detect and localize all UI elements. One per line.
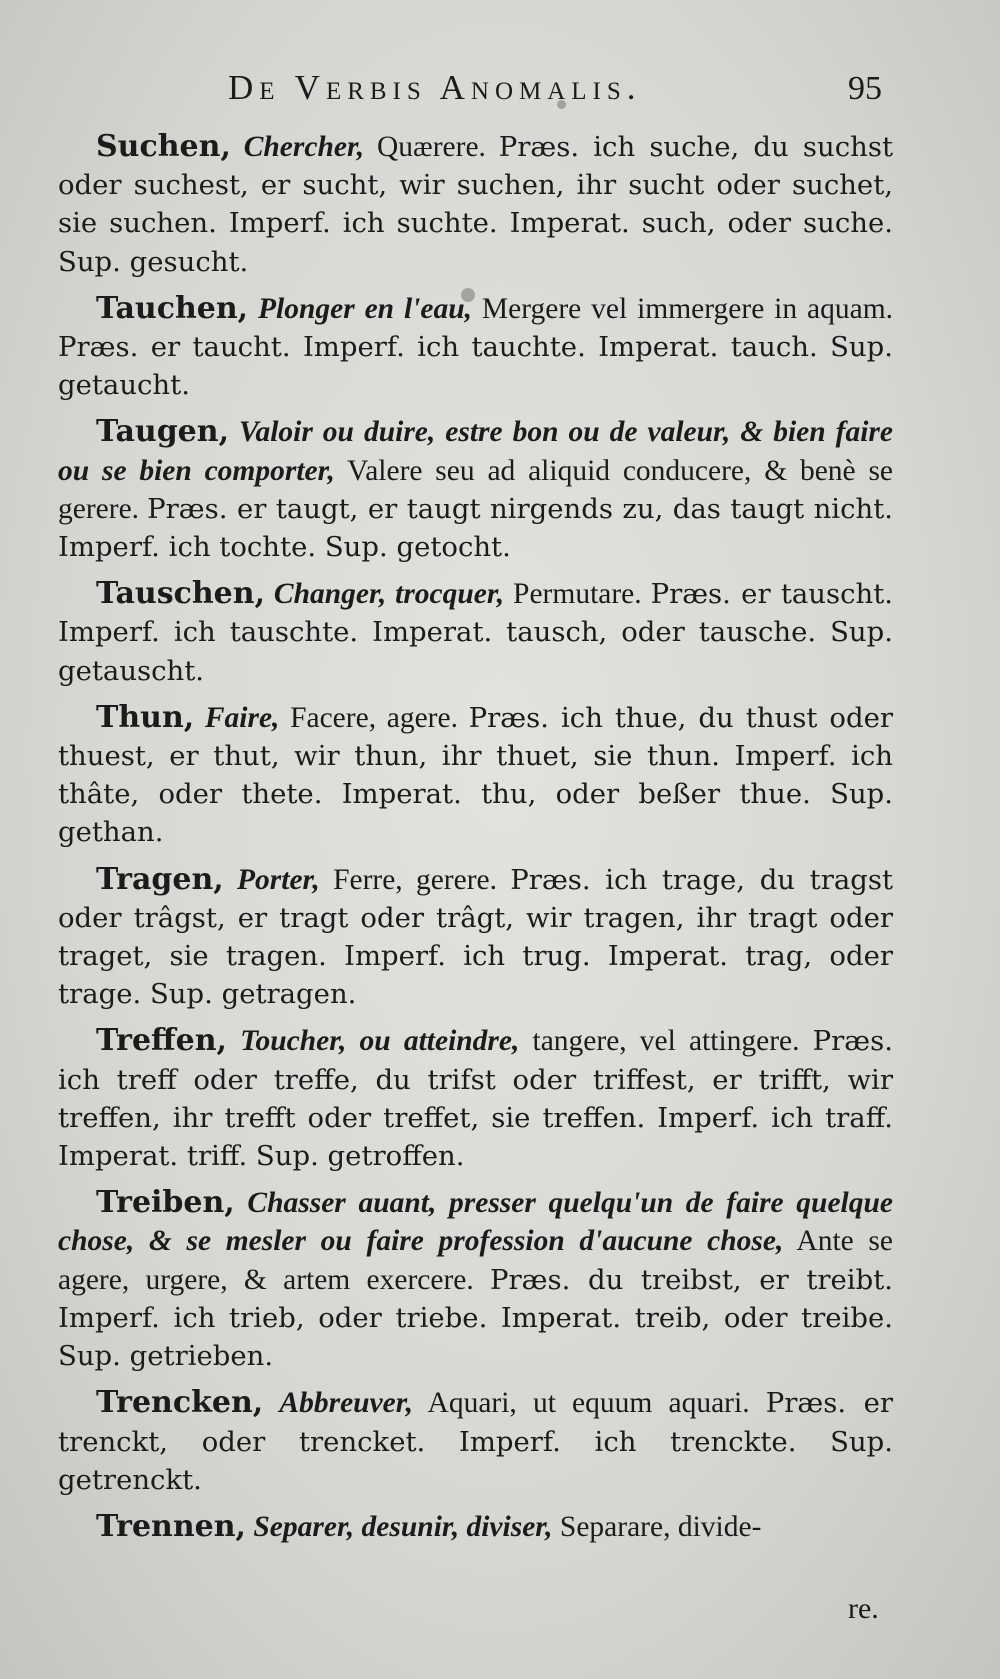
entry-latin: Permutare. [513, 578, 642, 611]
entry-headword: Taugen, [96, 414, 230, 450]
entry-french: Chasser auant, presser quelqu'un de faire quelque chose, & se mesler ou faire profession d'aucune chose, [58, 1187, 894, 1258]
entry-conjugation: Præs. ich treff oder treffe, du trifst oder triffest, er trifft, wir treffen, ihr trefft oder treffet, sie treffen. Imperf. ich traff. Imperat. triff. Sup. getroffen. [58, 1025, 894, 1173]
entry-headword: Treffen, [96, 1023, 228, 1059]
entry-treiben [58, 1184, 893, 1375]
entry-conjugation: Præs. ich trage, du tragst oder trâgst, er tragt oder trâgt, wir tragen, ihr tragt oder traget, sie tragen. Imperf. ich trug. Imperat. trag, oder trage. Sup. getragen. [58, 863, 894, 1011]
entry-french: Chercher, [243, 131, 365, 163]
entry-conjugation: Præs. er tauscht. Imperf. ich tauschte. Imperat. tausch, oder tausche. Sup. getauscht. [58, 578, 894, 687]
entry-trencken [58, 1384, 893, 1499]
entry-french: Faire, [204, 701, 280, 734]
entry-latin: Quærere. [376, 131, 486, 163]
entry-headword: Tauschen, [96, 576, 266, 612]
entry-latin: Aquari, ut equum aquari. [427, 1387, 750, 1420]
entry-headword: Suchen, [96, 129, 231, 164]
catchword: re. [848, 1592, 879, 1625]
entry-tragen [58, 861, 893, 1014]
entry-conjugation: Præs. er taugt, er taugt nirgends zu, das taugt nicht. Imperf. ich tochte. Sup. getocht. [58, 492, 894, 564]
entry-french: Separer, desunir, diviser, [253, 1510, 553, 1543]
entry-french: Porter, [237, 863, 320, 896]
entry-french: Plonger en l'eau, [258, 292, 472, 325]
entry-thun [58, 699, 893, 852]
entry-conjugation: Præs. ich suche, du suchst oder suchest, er sucht, wir suchen, ihr sucht oder suchet, sie suchen. Imperf. ich suchte. Imperat. such, oder suche. Sup. gesucht. [58, 131, 894, 278]
entry-headword: Thun, [96, 699, 195, 735]
page-number: 95 [848, 70, 882, 107]
entry-tauchen [58, 290, 893, 405]
entry-suchen [58, 128, 893, 281]
entry-taugen [58, 413, 893, 566]
entry-latin: Separare, divide- [559, 1510, 762, 1543]
entry-french: Toucher, ou atteindre, [240, 1025, 520, 1058]
entry-latin: Valere seu ad aliquid conducere, & benè se gerere. [58, 454, 894, 525]
entry-latin: tangere, vel attingere. [532, 1025, 800, 1058]
entry-conjugation: Præs. du treibst, er treibt. Imperf. ich trieb, oder triebe. Imperat. treib, oder treibe. Sup. getrieben. [58, 1263, 893, 1373]
entry-latin: Mergere vel immergere in aquam. [481, 292, 894, 325]
entry-headword: Tauchen, [96, 290, 249, 326]
entry-french: Valoir ou duire, estre bon ou de valeur, & bien faire ou se bien comporter, [58, 416, 893, 487]
entry-conjugation: Præs. ich thue, du thust oder thuest, er thut, wir thun, ihr thuet, sie thun. Imperf. ich thâte, oder thete. Imperat. thu, oder beßer thue. Sup. gethan. [58, 701, 894, 849]
entry-treffen [58, 1022, 893, 1175]
dictionary-body [58, 128, 893, 1555]
entry-latin: Facere, agere. [290, 701, 458, 734]
page-header [0, 68, 1000, 128]
entry-latin: Ante se agere, urgere, & artem exercere. [58, 1225, 893, 1296]
entry-headword: Trennen, [96, 1508, 246, 1544]
entry-headword: Trencken, [96, 1385, 264, 1421]
entry-french: Changer, trocquer, [273, 578, 505, 611]
entry-conjugation: Præs. er taucht. Imperf. ich tauchte. Imperat. tauch. Sup. getaucht. [58, 331, 893, 402]
entry-trennen [58, 1508, 893, 1546]
entry-headword: Treiben, [96, 1185, 235, 1221]
entry-french: Abbreuver, [279, 1387, 413, 1420]
entry-conjugation: Præs. er trenckt, oder trencket. Imperf. ich trenckte. Sup. getrenckt. [58, 1387, 894, 1496]
entry-headword: Tragen, [96, 861, 224, 897]
entry-latin: Ferre, gerere. [333, 863, 498, 896]
running-head: De Verbis Anomalis. [228, 68, 642, 107]
entry-tauschen [58, 575, 893, 690]
